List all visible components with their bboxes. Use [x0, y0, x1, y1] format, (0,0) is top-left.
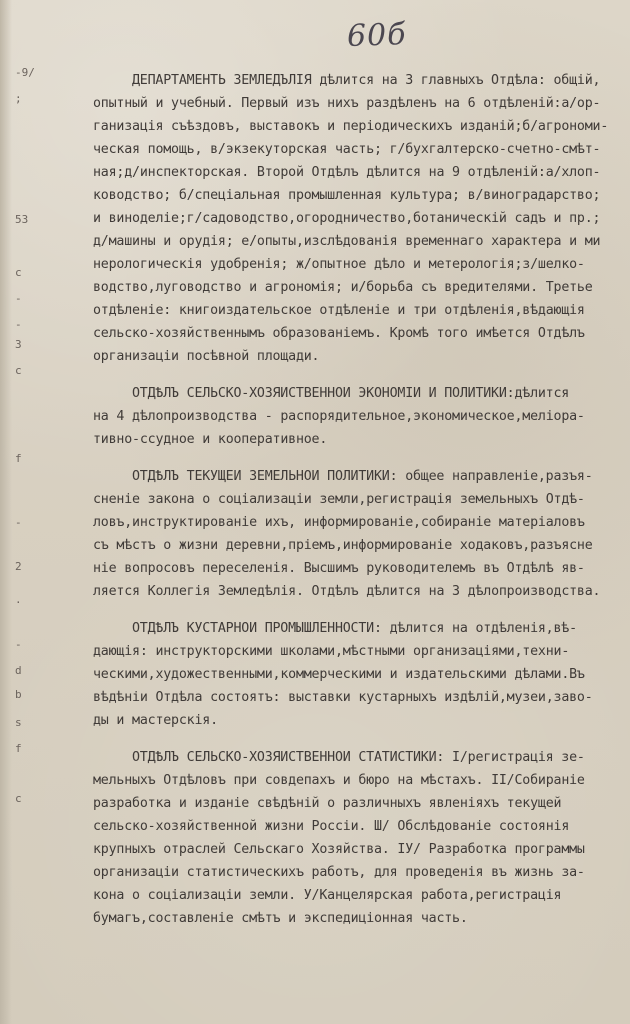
margin-mark: f: [15, 452, 22, 465]
text-line: организаціи посѣвной площади.: [93, 349, 320, 364]
margin-mark: -: [15, 318, 22, 331]
text-line: дающія: инструкторскими школами,мѣстными организаціями,техни-: [93, 644, 570, 659]
margin-mark: c: [15, 266, 22, 279]
margin-mark: 2: [15, 560, 22, 573]
text-line: ческими,художественными,коммерческими и издательскими дѣлами.Въ: [93, 667, 585, 682]
margin-mark: b: [15, 688, 22, 701]
text-line: сненіе закона о соціализаціи земли,регистрація земельныхъ Отдѣ-: [93, 492, 585, 507]
margin-mark: .: [15, 593, 22, 606]
text-line: организаціи статистическихъ работъ, для проведенія въ жизнь за-: [93, 865, 585, 880]
text-line: разработка и изданіе свѣдѣній о различныхъ явленіяхъ текущей: [93, 796, 562, 811]
margin-mark: -: [15, 638, 22, 651]
text-line: вѣдѣніи Отдѣла состоятъ: выставки кустарныхъ издѣлій,музеи,заво-: [93, 690, 593, 705]
text-line: ОТДѢЛЪ ТЕКУЩЕЙ ЗЕМЕЛЬНОЙ ПОЛИТИКИ: общее направленіе,разъя-: [132, 469, 593, 484]
margin-mark: c: [15, 792, 22, 805]
text-line: и виноделіе;г/садоводство,огородничество,ботаническій садъ и пр.;: [93, 211, 601, 226]
text-line: съ мѣстъ о жизни деревни,пріемъ,информированіе ходаковъ,разъясне: [93, 538, 593, 553]
text-line: ководство; б/спеціальная промышленная культура; в/виноградарство;: [93, 188, 601, 203]
text-line: ная;д/инспекторская. Второй Отдѣлъ дѣлится на 9 отдѣленій:а/хлоп-: [93, 165, 601, 180]
text-line: бумагъ,составленіе смѣтъ и экспедиціонная часть.: [93, 911, 468, 926]
margin-mark: -: [15, 292, 22, 305]
margin-mark: -: [15, 516, 22, 529]
margin-mark: 3: [15, 338, 22, 351]
margin-mark: c: [15, 364, 22, 377]
text-line: мельныхъ Отдѣловъ при совдепахъ и бюро на мѣстахъ. II/Собираніе: [93, 773, 585, 788]
text-line: сельско-хозяйственной жизни Россіи. Ш/ Обслѣдованіе состоянія: [93, 819, 570, 834]
text-line: ОТДѢЛЪ КУСТАРНОЙ ПРОМЫШЛЕННОСТИ: дѣлится на отдѣленія,вѣ-: [132, 621, 577, 636]
text-line: ческая помощь, в/экзекуторская часть; г/бухгалтерско-счетно-смѣт-: [93, 142, 601, 157]
text-line: ляется Коллегія Земледѣлія. Отдѣлъ дѣлится на 3 дѣлопроизводства.: [93, 584, 601, 599]
text-line: на 4 дѣлопроизводства - распорядительное,экономическое,меліора-: [93, 409, 585, 424]
text-line: тивно-ссудное и кооперативное.: [93, 432, 328, 447]
binding-shadow: [0, 0, 12, 1024]
text-line: ОТДѢЛЪ СЕЛЬСКО-ХОЗЯЙСТВЕННОЙ СТАТИСТИКИ: I/регистрація зе-: [132, 750, 585, 765]
margin-mark: d: [15, 664, 22, 677]
text-line: ніе вопросовъ переселенія. Высшимъ руководителемъ въ Отдѣлѣ яв-: [93, 561, 585, 576]
text-line: ОТДѢЛЪ СЕЛЬСКО-ХОЗЯЙСТВЕННОЙ ЭКОНОМІИ И ПОЛИТИКИ:дѣлится: [132, 386, 570, 401]
page-number: 60б: [346, 16, 408, 55]
text-line: ловъ,инструктированіе ихъ, информированіе,собираніе матеріаловъ: [93, 515, 585, 530]
text-line: отдѣленіе: книгоиздательское отдѣленіе и три отдѣленія,вѣдающія: [93, 303, 585, 318]
text-line: ды и мастерскія.: [93, 713, 218, 728]
margin-mark: ;: [15, 92, 22, 105]
text-line: нерологическія удобренія; ж/опытное дѣло и метерологія;з/шелко-: [93, 257, 585, 272]
margin-mark: -9/: [15, 66, 35, 79]
text-line: кона о соціализаціи земли. У/Канцелярская работа,регистрація: [93, 888, 562, 903]
margin-mark: 53: [15, 213, 29, 226]
text-line: сельско-хозяйственнымъ образованіемъ. Кромѣ того имѣется Отдѣлъ: [93, 326, 585, 341]
text-line: ганизація съѣздовъ, выставокъ и періодическихъ изданій;б/агрономи-: [93, 119, 609, 134]
margin-mark: f: [15, 742, 22, 755]
text-line: крупныхъ отраслей Сельскаго Хозяйства. IУ/ Разработка программы: [93, 842, 585, 857]
text-line: водство,луговодство и агрономія; и/борьба съ вредителями. Третье: [93, 280, 593, 295]
text-line: опытный и учебный. Первый изъ нихъ раздѣленъ на 6 отдѣленій:а/ор-: [93, 96, 601, 111]
text-line: ДЕПАРТАМЕНТЬ ЗЕМЛЕДЪЛІЯ дѣлится на 3 главныхъ Отдѣла: общій,: [132, 73, 601, 88]
margin-mark: s: [15, 716, 22, 729]
text-line: д/машины и орудія; е/опыты,изслѣдованія временнаго характера и ми: [93, 234, 601, 249]
